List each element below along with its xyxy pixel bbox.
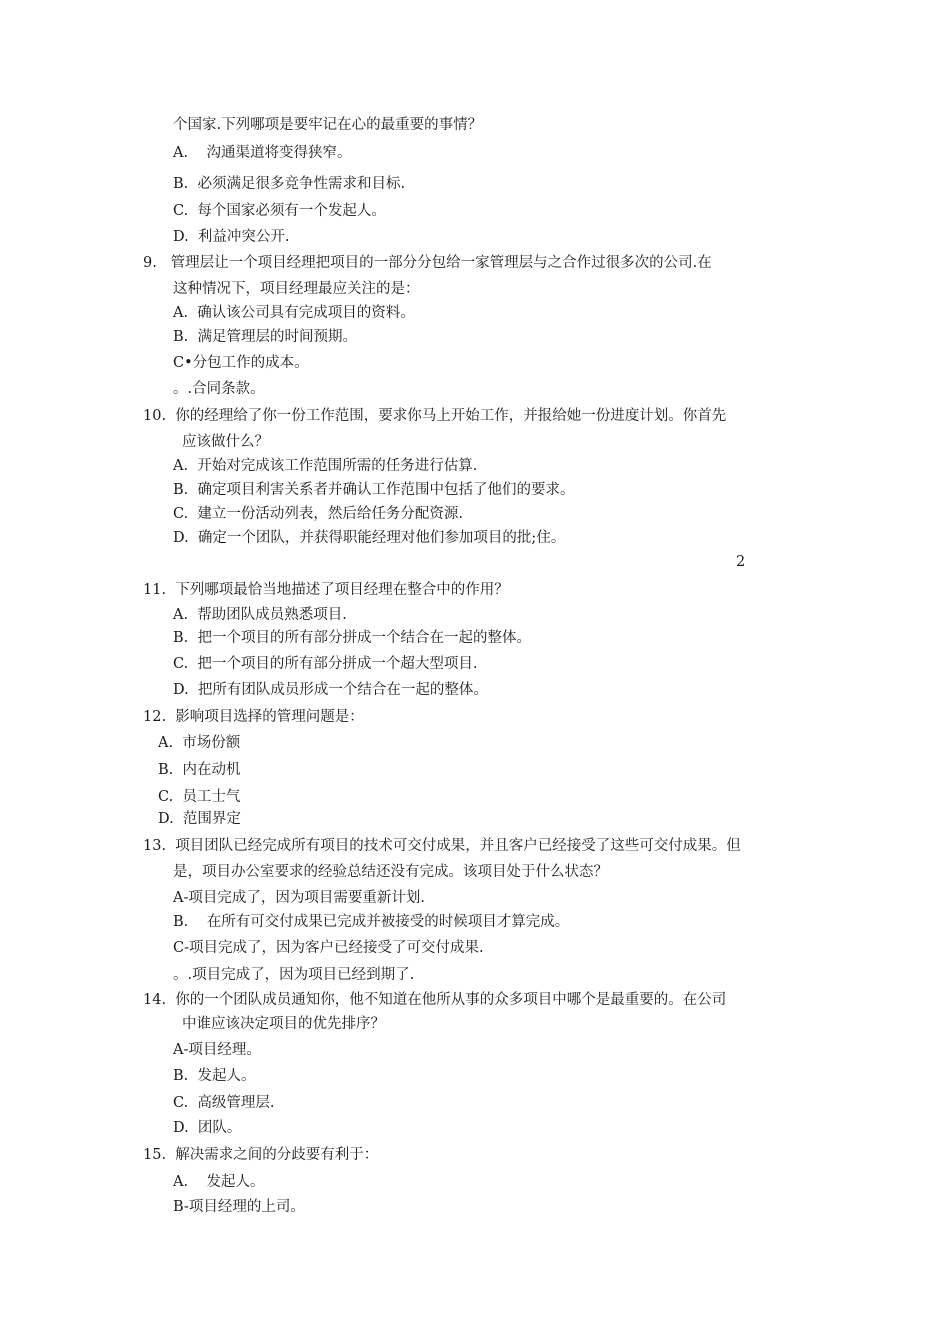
q9-option-d: 。.合同条款。 [173,381,265,397]
q9-stem: 9. 管理层让一个项目经理把项目的一部分分包给一家管理层与之合作过很多次的公司.在 [143,255,712,271]
q13-stem-continued: 是，项目办公室要求的经验总结还没有完成。该项目处于什么状态？ [173,864,608,880]
q14-option-a: A-项目经理。 [173,1042,261,1058]
q14-option-b: B. 发起人。 [173,1068,256,1084]
q15-option-b: B-项目经理的上司。 [173,1199,305,1215]
q9-option-b: B. 满足管理层的时间预期。 [173,329,357,345]
q15-stem: 15. 解决需求之间的分歧要有利于： [143,1147,379,1163]
q10-option-c: C. 建立一份活动列表，然后给任务分配资源. [173,506,464,522]
q14-option-d: D. 团队。 [173,1120,242,1136]
q9-option-c: C•分包工作的成本。 [173,355,309,371]
q13-option-d: 。.项目完成了，因为项目已经到期了. [173,967,415,983]
q10-option-d: D. 确定一个团队，并获得职能经理对他们参加项目的批;住。 [173,530,566,546]
q11-stem: 11. 下列哪项最恰当地描述了项目经理在整合中的作用？ [143,582,509,598]
q10-option-b: B. 确定项目利害关系者并确认工作范围中包括了他们的要求。 [173,482,575,498]
q9-option-a: A. 确认该公司具有完成项目的资料。 [173,305,415,321]
q11-option-c: C. 把一个项目的所有部分拼成一个超大型项目. [173,656,478,672]
q8-option-d: D. 利益冲突公开. [173,229,290,245]
q13-option-b: B. 在所有可交付成果已完成并被接受的时候项目才算完成。 [173,914,570,930]
q15-option-a: A. 发起人。 [173,1174,265,1190]
q14-stem: 14. 你的一个团队成员通知你，他不知道在他所从事的众多项目中哪个是最重要的。在公司 [143,992,727,1008]
q8-option-a: A. 沟通渠道将变得狭窄。 [173,145,352,161]
q12-option-b: B. 内在动机 [158,762,241,778]
q11-option-d: D. 把所有团队成员形成一个结合在一起的整体。 [173,682,488,698]
q12-stem: 12. 影响项目选择的管理问题是： [143,709,364,725]
q8-option-c: C. 每个国家必须有一个发起人。 [173,203,386,219]
q11-option-b: B. 把一个项目的所有部分拼成一个结合在一起的整体。 [173,630,531,646]
q10-stem-continued: 应该做什么？ [182,434,269,450]
q12-option-d: D. 范围界定 [158,811,241,827]
q12-option-c: C. 员工士气 [158,789,241,805]
q8-stem-continued: 个国家.下列哪项是要牢记在心的最重要的事情？ [173,117,483,133]
q14-option-c: C. 高级管理层. [173,1095,275,1111]
q12-option-a: A. 市场份额 [158,735,241,751]
q13-option-a: A-项目完成了，因为项目需要重新计划. [173,890,425,906]
q9-stem-continued: 这种情况下，项目经理最应关注的是： [173,281,420,297]
q10-stem: 10. 你的经理给了你一份工作范围，要求你马上开始工作，并报给她一份进度计划。你首先 [143,408,727,424]
q11-option-a: A. 帮助团队成员熟悉项目. [173,607,347,623]
page-number: 2 [736,554,746,570]
q13-stem: 13. 项目团队已经完成所有项目的技术可交付成果，并且客户已经接受了这些可交付成果。但 [143,838,741,854]
q14-stem-continued: 中谁应该决定项目的优先排序？ [182,1016,385,1032]
q13-option-c: C-项目完成了，因为客户已经接受了可交付成果. [173,940,484,956]
q10-option-a: A. 开始对完成该工作范围所需的任务进行估算. [173,458,478,474]
q8-option-b: B. 必须满足很多竞争性需求和目标. [173,176,406,192]
